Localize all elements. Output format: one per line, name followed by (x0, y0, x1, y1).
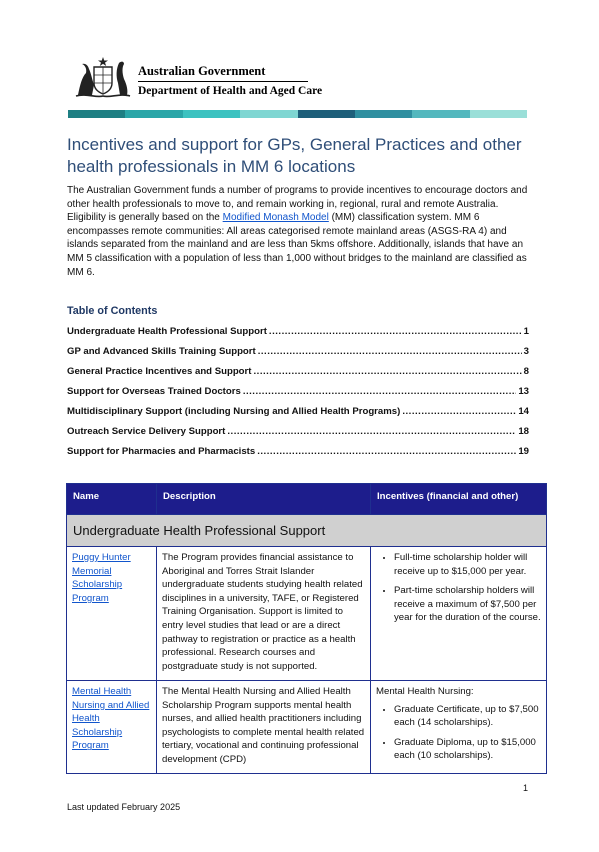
page-number: 1 (523, 783, 529, 793)
program-description: The Program provides financial assistance to Aboriginal and Torres Strait Islander undergraduate students studying health related disciplines in a university, TAFE, or Registered Training Organisation. Support is limited to entry level studies that lead or are a direct pathway to registration or practice as a health professional. Research courses and postgraduate study is not supported. (157, 547, 371, 681)
column-header-description: Description (157, 484, 371, 515)
toc-entry-page: 13 (518, 386, 529, 397)
incentive-item: • Part-time scholarship holders will receive a maximum of $7,500 per year for the duration of the course. (394, 584, 541, 625)
toc-entry-label: Multidisciplinary Support (including Nursing and Allied Health Programs) (67, 406, 401, 417)
modified-monash-model-link[interactable]: Modified Monash Model (222, 212, 329, 224)
incentive-item: • Graduate Certificate, up to $7,500 each (14 scholarships). (394, 703, 541, 730)
department-name: Department of Health and Aged Care (138, 85, 323, 97)
table-row (67, 547, 547, 681)
toc-leader (258, 346, 522, 357)
program-incentives (371, 681, 547, 774)
toc-leader (257, 446, 516, 457)
program-incentives (371, 547, 547, 681)
incentive-item: • Graduate Diploma, up to $15,000 each (10 scholarships). (394, 736, 541, 763)
toc-entry-page: 18 (518, 426, 529, 437)
program-name-cell (67, 681, 157, 774)
stripe-segment (125, 110, 182, 118)
toc-entry-page: 14 (518, 406, 529, 417)
incentive-heading: Mental Health Nursing: (376, 686, 474, 697)
table-header-row (67, 484, 547, 515)
stripe-segment (183, 110, 240, 118)
incentive-item: • Full-time scholarship holder will receive up to $15,000 per year. (394, 551, 541, 578)
stripe-segment (470, 110, 527, 118)
last-updated: Last updated February 2025 (67, 802, 181, 812)
stripe-segment (298, 110, 355, 118)
toc-entry[interactable] (67, 446, 529, 466)
intro-paragraph (67, 184, 532, 279)
toc-entry-label: Support for Pharmacies and Pharmacists (67, 446, 256, 457)
toc-entry-page: 1 (523, 326, 529, 337)
toc-entry-page: 8 (523, 366, 529, 377)
header-color-stripe (68, 110, 527, 118)
coat-of-arms-icon (72, 55, 134, 99)
government-name: Australian Government (138, 64, 266, 78)
toc-entry[interactable] (67, 366, 529, 386)
toc-entry[interactable] (67, 406, 529, 426)
page-title: Incentives and support for GPs, General Practices and other health professionals in MM 6 locations (67, 135, 522, 176)
toc-entry-label: Support for Overseas Trained Doctors (67, 386, 241, 397)
toc-entry-label: Outreach Service Delivery Support (67, 426, 226, 437)
incentive-list (376, 703, 541, 763)
column-header-name: Name (67, 484, 157, 515)
toc-leader (227, 426, 516, 437)
toc-leader (253, 366, 521, 377)
intro-text-end: (MM) classification system. MM 6 encompasses remote communities: All areas categorised remote mainland areas (ASGS-RA 4) and islands separated from the mainland and are less than 5kms offshore. Additionally, islands that have an MM 5 classification with a population of less than 1,000 without bridges to the mainland are classified as MM 6. (67, 212, 527, 278)
toc-title: Table of Contents (67, 305, 158, 317)
toc-entry-page: 19 (518, 446, 529, 457)
stripe-segment (68, 110, 125, 118)
toc-leader (269, 326, 522, 337)
toc-entry[interactable] (67, 386, 529, 406)
stripe-segment (355, 110, 412, 118)
toc-leader (402, 406, 516, 417)
table-of-contents (67, 326, 529, 466)
incentive-list (376, 551, 541, 625)
toc-entry[interactable] (67, 326, 529, 346)
column-header-incentives: Incentives (financial and other) (371, 484, 547, 515)
table-row (67, 681, 547, 774)
program-description: The Mental Health Nursing and Allied Health Scholarship Program supports mental health nurses, and allied health practitioners including psychologists to complete mental health related tertiary, vocational and continuing professional development (CPD) (157, 681, 371, 774)
program-link[interactable]: Mental Health Nursing and Allied Health Scholarship Program (72, 686, 150, 752)
program-link[interactable]: Puggy Hunter Memorial Scholarship Program (72, 552, 131, 604)
toc-entry-page: 3 (523, 346, 529, 357)
table-section-row (67, 515, 547, 547)
toc-entry[interactable] (67, 426, 529, 446)
toc-entry-label: GP and Advanced Skills Training Support (67, 346, 256, 357)
toc-entry-label: Undergraduate Health Professional Support (67, 326, 267, 337)
toc-entry[interactable] (67, 346, 529, 366)
incentives-table (66, 483, 547, 774)
section-heading: Undergraduate Health Professional Support (67, 515, 547, 547)
stripe-segment (240, 110, 297, 118)
program-name-cell (67, 547, 157, 681)
header-divider (138, 81, 308, 82)
toc-entry-label: General Practice Incentives and Support (67, 366, 252, 377)
toc-leader (243, 386, 517, 397)
intro-text-start: The Australian Government funds a number of programs to provide incentives to encourage doctors and other health professionals to move to, and remain working in, regional, rural and remote Australia. Eligibility is generally based on the (67, 185, 528, 224)
stripe-segment (412, 110, 469, 118)
